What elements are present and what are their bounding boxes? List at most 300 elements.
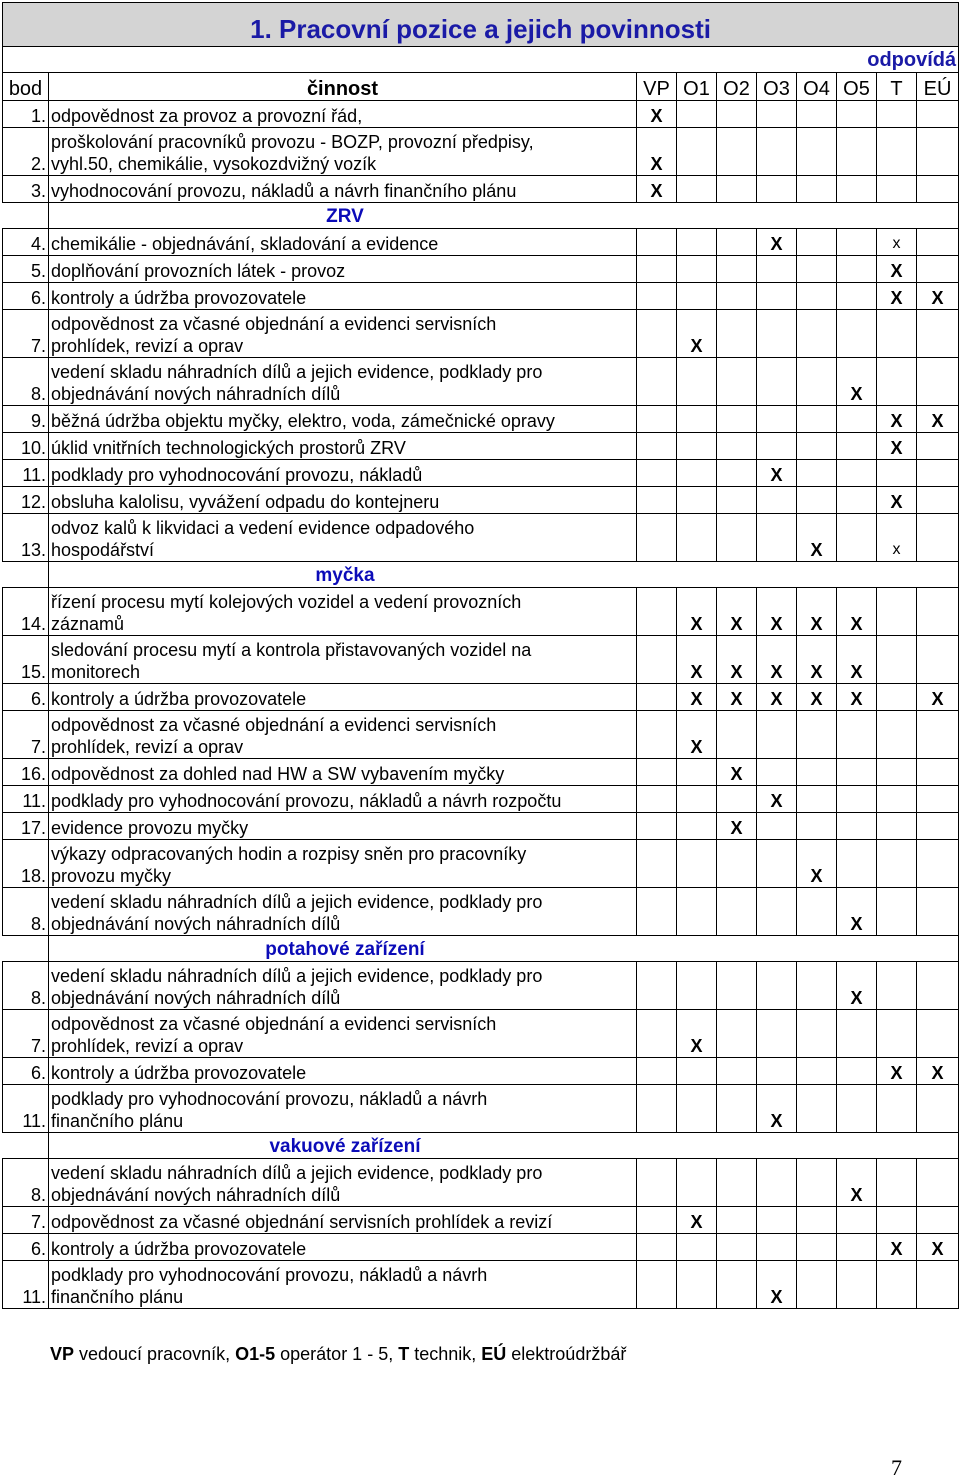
table-row: [3, 1159, 959, 1207]
role-mark-cell: [877, 310, 917, 358]
col-header-role: O2: [717, 73, 757, 101]
role-mark-cell: [757, 1159, 797, 1207]
activity-cell: [49, 1010, 637, 1058]
role-mark-cell: [677, 128, 717, 176]
activity-line: provozu myčky: [51, 866, 172, 886]
activity-line: monitorech: [51, 662, 141, 682]
role-mark-cell: [757, 406, 797, 433]
role-mark-cell: [637, 1261, 677, 1309]
section-title: potahové zařízení: [265, 939, 425, 960]
role-mark-cell: [877, 840, 917, 888]
role-mark-cell: [877, 358, 917, 406]
role-mark-cell: X: [757, 684, 797, 711]
role-mark-cell: [717, 514, 757, 562]
activity-line: kontroly a údržba provozovatele: [51, 1063, 307, 1083]
activity-cell: [49, 514, 637, 562]
role-mark-cell: [757, 176, 797, 203]
table-row: [3, 1207, 959, 1234]
role-mark-cell: [637, 406, 677, 433]
section-row: [3, 203, 959, 229]
activity-cell: [49, 433, 637, 460]
activity-cell: [49, 1207, 637, 1234]
col-header-role: O5: [837, 73, 877, 101]
activity-line: chemikálie - objednávání, skladování a evidence: [51, 234, 439, 254]
row-number: 6.: [3, 283, 49, 310]
role-mark-cell: X: [677, 588, 717, 636]
role-mark-cell: X: [717, 588, 757, 636]
role-mark-cell: [757, 1058, 797, 1085]
role-mark-cell: [637, 813, 677, 840]
role-mark-cell: [637, 962, 677, 1010]
col-header-role: VP: [637, 73, 677, 101]
role-mark-cell: [877, 1010, 917, 1058]
activity-line: vedení skladu náhradních dílů a jejich evidence, podklady pro: [51, 892, 543, 912]
row-number: 8.: [3, 962, 49, 1010]
role-mark-cell: [917, 813, 959, 840]
section-cell: [49, 203, 959, 229]
row-number: 10.: [3, 433, 49, 460]
role-mark-cell: [757, 128, 797, 176]
role-mark-cell: [877, 962, 917, 1010]
legend-eu: EÚ: [481, 1344, 507, 1364]
role-mark-cell: [637, 229, 677, 256]
role-mark-cell: [797, 406, 837, 433]
role-mark-cell: [757, 256, 797, 283]
role-mark-cell: [757, 487, 797, 514]
role-mark-cell: [677, 460, 717, 487]
role-mark-cell: [877, 786, 917, 813]
role-mark-cell: [917, 1159, 959, 1207]
activity-cell: [49, 487, 637, 514]
role-mark-cell: [797, 128, 837, 176]
activity-cell: [49, 711, 637, 759]
role-mark-cell: [677, 283, 717, 310]
role-mark-cell: X: [837, 358, 877, 406]
role-mark-cell: [677, 406, 717, 433]
activity-cell: [49, 786, 637, 813]
role-mark-cell: X: [797, 588, 837, 636]
table-row: [3, 128, 959, 176]
role-mark-cell: [757, 358, 797, 406]
activity-line: finančního plánu: [51, 1287, 184, 1307]
row-number: 8.: [3, 1159, 49, 1207]
role-mark-cell: [917, 888, 959, 936]
role-mark-cell: [917, 358, 959, 406]
row-number: 14.: [3, 588, 49, 636]
role-mark-cell: [837, 759, 877, 786]
activity-cell: [49, 460, 637, 487]
activity-cell: [49, 358, 637, 406]
activity-cell: [49, 229, 637, 256]
role-mark-cell: [717, 1207, 757, 1234]
role-mark-cell: [677, 229, 717, 256]
row-number: 4.: [3, 229, 49, 256]
activity-line: hospodářství: [51, 540, 155, 560]
role-mark-cell: [797, 101, 837, 128]
col-header-cinnost: činnost: [49, 73, 637, 101]
role-mark-cell: [637, 684, 677, 711]
role-mark-cell: x: [877, 229, 917, 256]
row-number: 7.: [3, 711, 49, 759]
section-title: vakuové zařízení: [269, 1136, 421, 1157]
activity-line: kontroly a údržba provozovatele: [51, 689, 307, 709]
role-mark-cell: [717, 786, 757, 813]
role-mark-cell: [637, 1085, 677, 1133]
role-mark-cell: [757, 514, 797, 562]
role-mark-cell: [677, 888, 717, 936]
role-mark-cell: X: [877, 487, 917, 514]
role-mark-cell: [797, 1207, 837, 1234]
activity-cell: [49, 101, 637, 128]
section-title: ZRV: [326, 206, 364, 227]
role-mark-cell: [877, 888, 917, 936]
table-row: [3, 176, 959, 203]
activity-line: prohlídek, revizí a oprav: [51, 336, 244, 356]
role-mark-cell: [757, 840, 797, 888]
role-mark-cell: [837, 256, 877, 283]
role-mark-cell: [917, 1010, 959, 1058]
role-mark-cell: [717, 358, 757, 406]
table-row: [3, 514, 959, 562]
section-row: [3, 936, 959, 962]
role-mark-cell: [837, 711, 877, 759]
activity-cell: [49, 962, 637, 1010]
role-mark-cell: X: [917, 1234, 959, 1261]
role-mark-cell: [917, 711, 959, 759]
role-mark-cell: [637, 1207, 677, 1234]
role-mark-cell: [717, 128, 757, 176]
role-mark-cell: [837, 514, 877, 562]
row-number: 12.: [3, 487, 49, 514]
role-mark-cell: [797, 256, 837, 283]
role-mark-cell: X: [677, 310, 717, 358]
role-mark-cell: [637, 310, 677, 358]
activity-line: záznamů: [51, 614, 125, 634]
role-mark-cell: [797, 759, 837, 786]
role-mark-cell: [717, 840, 757, 888]
role-mark-cell: [637, 433, 677, 460]
section-cell: [49, 1133, 959, 1159]
role-mark-cell: [637, 1234, 677, 1261]
role-mark-cell: [717, 1010, 757, 1058]
role-mark-cell: X: [917, 684, 959, 711]
role-mark-cell: [797, 1058, 837, 1085]
role-mark-cell: X: [797, 684, 837, 711]
role-mark-cell: X: [637, 101, 677, 128]
role-mark-cell: X: [677, 711, 717, 759]
role-mark-cell: [797, 786, 837, 813]
row-number: 17.: [3, 813, 49, 840]
role-mark-cell: [717, 229, 757, 256]
role-mark-cell: X: [757, 229, 797, 256]
role-mark-cell: [637, 888, 677, 936]
role-mark-cell: [797, 962, 837, 1010]
activity-line: objednávání nových náhradních dílů: [51, 1185, 341, 1205]
role-mark-cell: [637, 514, 677, 562]
table-row: [3, 256, 959, 283]
role-mark-cell: [677, 962, 717, 1010]
activity-cell: [49, 128, 637, 176]
role-mark-cell: [837, 487, 877, 514]
row-number: 6.: [3, 1058, 49, 1085]
col-header-role: O3: [757, 73, 797, 101]
table-row: [3, 786, 959, 813]
role-mark-cell: X: [837, 588, 877, 636]
role-mark-cell: [797, 460, 837, 487]
col-header-role: EÚ: [917, 73, 959, 101]
role-mark-cell: X: [837, 962, 877, 1010]
role-mark-cell: [757, 1234, 797, 1261]
activity-cell: [49, 588, 637, 636]
row-number: 6.: [3, 684, 49, 711]
role-mark-cell: X: [837, 1159, 877, 1207]
row-number: 13.: [3, 514, 49, 562]
role-mark-cell: [717, 406, 757, 433]
activity-line: vedení skladu náhradních dílů a jejich evidence, podklady pro: [51, 362, 543, 382]
table-row: [3, 229, 959, 256]
activity-cell: [49, 759, 637, 786]
role-mark-cell: X: [717, 684, 757, 711]
table-row: [3, 636, 959, 684]
role-mark-cell: [917, 514, 959, 562]
role-mark-cell: [637, 358, 677, 406]
role-mark-cell: [837, 1010, 877, 1058]
page-number: 7: [891, 1455, 902, 1480]
row-number: 11.: [3, 786, 49, 813]
role-mark-cell: [877, 1207, 917, 1234]
activity-line: objednávání nových náhradních dílů: [51, 988, 341, 1008]
role-mark-cell: X: [917, 283, 959, 310]
section-spacer: [3, 562, 49, 588]
activity-line: podklady pro vyhodnocování provozu, nákladů a návrh rozpočtu: [51, 791, 562, 811]
role-mark-cell: X: [877, 433, 917, 460]
role-mark-cell: [917, 310, 959, 358]
col-header-role: O1: [677, 73, 717, 101]
role-mark-cell: X: [717, 636, 757, 684]
role-mark-cell: [637, 487, 677, 514]
role-mark-cell: [797, 1261, 837, 1309]
role-mark-cell: [837, 101, 877, 128]
role-mark-cell: [717, 433, 757, 460]
role-mark-cell: [677, 786, 717, 813]
section-row: [3, 1133, 959, 1159]
role-mark-cell: [877, 1159, 917, 1207]
role-mark-cell: [917, 176, 959, 203]
activity-cell: [49, 840, 637, 888]
activity-cell: [49, 310, 637, 358]
table-row: [3, 433, 959, 460]
row-number: 9.: [3, 406, 49, 433]
role-mark-cell: [677, 1234, 717, 1261]
role-mark-cell: X: [877, 1234, 917, 1261]
role-mark-cell: [797, 229, 837, 256]
activity-line: finančního plánu: [51, 1111, 184, 1131]
activity-line: obsluha kalolisu, vyvážení odpadu do kontejneru: [51, 492, 440, 512]
role-mark-cell: [877, 711, 917, 759]
role-mark-cell: X: [917, 406, 959, 433]
activity-cell: [49, 1058, 637, 1085]
role-mark-cell: [917, 256, 959, 283]
section-cell: [49, 936, 959, 962]
role-mark-cell: [797, 358, 837, 406]
role-mark-cell: [837, 1207, 877, 1234]
role-mark-cell: [837, 310, 877, 358]
role-mark-cell: [717, 310, 757, 358]
table-row: [3, 759, 959, 786]
role-mark-cell: [677, 1085, 717, 1133]
activity-line: odpovědnost za dohled nad HW a SW vybavením myčky: [51, 764, 505, 784]
role-mark-cell: [637, 1159, 677, 1207]
role-mark-cell: [797, 1234, 837, 1261]
role-mark-cell: [717, 1159, 757, 1207]
role-mark-cell: X: [757, 1261, 797, 1309]
row-number: 1.: [3, 101, 49, 128]
section-row: [3, 562, 959, 588]
table-row: [3, 358, 959, 406]
page-title: 1. Pracovní pozice a jejich povinnosti: [3, 3, 959, 47]
table-row: [3, 310, 959, 358]
role-mark-cell: [757, 759, 797, 786]
activity-line: kontroly a údržba provozovatele: [51, 288, 307, 308]
role-mark-cell: X: [637, 176, 677, 203]
table-row: [3, 1261, 959, 1309]
legend-eu-text: elektroúdržbář: [506, 1344, 627, 1364]
role-mark-cell: [677, 101, 717, 128]
role-mark-cell: [877, 588, 917, 636]
role-mark-cell: [717, 1261, 757, 1309]
role-mark-cell: [717, 283, 757, 310]
activity-line: odpovědnost za včasné objednání a evidenci servisních: [51, 1014, 497, 1034]
role-mark-cell: [877, 684, 917, 711]
role-mark-cell: [837, 786, 877, 813]
section-title: myčka: [315, 565, 375, 586]
role-mark-cell: [677, 1159, 717, 1207]
table-row: [3, 406, 959, 433]
role-mark-cell: X: [877, 256, 917, 283]
role-mark-cell: [837, 1058, 877, 1085]
legend-t-text: technik,: [409, 1344, 482, 1364]
role-mark-cell: [877, 759, 917, 786]
role-mark-cell: X: [757, 636, 797, 684]
role-mark-cell: [917, 1085, 959, 1133]
role-mark-cell: [797, 283, 837, 310]
role-mark-cell: [797, 1159, 837, 1207]
role-mark-cell: X: [757, 588, 797, 636]
role-mark-cell: [917, 1207, 959, 1234]
role-mark-cell: X: [837, 636, 877, 684]
table-row: [3, 888, 959, 936]
col-header-role: O4: [797, 73, 837, 101]
activity-cell: [49, 1234, 637, 1261]
table-row: [3, 101, 959, 128]
role-mark-cell: [797, 711, 837, 759]
activity-line: odpovědnost za včasné objednání a evidenci servisních: [51, 715, 497, 735]
role-mark-cell: [677, 840, 717, 888]
activity-cell: [49, 283, 637, 310]
role-mark-cell: X: [837, 684, 877, 711]
role-mark-cell: X: [837, 888, 877, 936]
row-number: 7.: [3, 310, 49, 358]
role-mark-cell: [717, 487, 757, 514]
activity-line: odvoz kalů k likvidaci a vedení evidence odpadového: [51, 518, 475, 538]
role-mark-cell: [797, 1010, 837, 1058]
row-number: 6.: [3, 1234, 49, 1261]
role-mark-cell: [677, 433, 717, 460]
table-row: [3, 1010, 959, 1058]
role-mark-cell: X: [677, 684, 717, 711]
activity-line: kontroly a údržba provozovatele: [51, 1239, 307, 1259]
section-spacer: [3, 936, 49, 962]
section-spacer: [3, 1133, 49, 1159]
activity-line: úklid vnitřních technologických prostorů ZRV: [51, 438, 406, 458]
role-mark-cell: [637, 759, 677, 786]
role-mark-cell: X: [757, 1085, 797, 1133]
activity-line: prohlídek, revizí a oprav: [51, 1036, 244, 1056]
responsibility-header: odpovídá: [3, 47, 959, 73]
role-mark-cell: [917, 1261, 959, 1309]
activity-line: odpovědnost za včasné objednání servisních prohlídek a revizí: [51, 1212, 553, 1232]
row-number: 18.: [3, 840, 49, 888]
role-mark-cell: [837, 283, 877, 310]
duties-table: [2, 2, 959, 1309]
table-row: [3, 487, 959, 514]
role-mark-cell: [917, 588, 959, 636]
column-header-row: [3, 73, 959, 101]
role-mark-cell: X: [757, 786, 797, 813]
activity-cell: [49, 1085, 637, 1133]
activity-line: odpovědnost za provoz a provozní řád,: [51, 106, 363, 126]
role-mark-cell: [877, 813, 917, 840]
legend-vp-text: vedoucí pracovník,: [74, 1344, 236, 1364]
activity-line: evidence provozu myčky: [51, 818, 249, 838]
role-mark-cell: [637, 711, 677, 759]
activity-cell: [49, 636, 637, 684]
role-mark-cell: [837, 176, 877, 203]
section-cell: [49, 562, 959, 588]
role-mark-cell: [837, 840, 877, 888]
table-row: [3, 813, 959, 840]
activity-cell: [49, 888, 637, 936]
table-row: [3, 1058, 959, 1085]
role-mark-cell: [917, 636, 959, 684]
table-row: [3, 684, 959, 711]
role-mark-cell: [837, 460, 877, 487]
role-mark-cell: [917, 460, 959, 487]
role-mark-cell: [757, 433, 797, 460]
role-mark-cell: [917, 786, 959, 813]
role-mark-cell: [917, 433, 959, 460]
role-mark-cell: X: [877, 406, 917, 433]
role-mark-cell: [877, 176, 917, 203]
role-mark-cell: [677, 1261, 717, 1309]
role-mark-cell: [797, 433, 837, 460]
table-row: [3, 588, 959, 636]
role-mark-cell: [757, 1207, 797, 1234]
role-mark-cell: [917, 759, 959, 786]
row-number: 15.: [3, 636, 49, 684]
role-mark-cell: [917, 487, 959, 514]
row-number: 11.: [3, 1085, 49, 1133]
role-mark-cell: [637, 840, 677, 888]
role-mark-cell: [877, 1085, 917, 1133]
role-mark-cell: [637, 786, 677, 813]
role-mark-cell: [877, 460, 917, 487]
row-number: 11.: [3, 460, 49, 487]
row-number: 5.: [3, 256, 49, 283]
role-mark-cell: X: [677, 636, 717, 684]
role-mark-cell: [717, 1234, 757, 1261]
activity-line: vedení skladu náhradních dílů a jejich evidence, podklady pro: [51, 966, 543, 986]
